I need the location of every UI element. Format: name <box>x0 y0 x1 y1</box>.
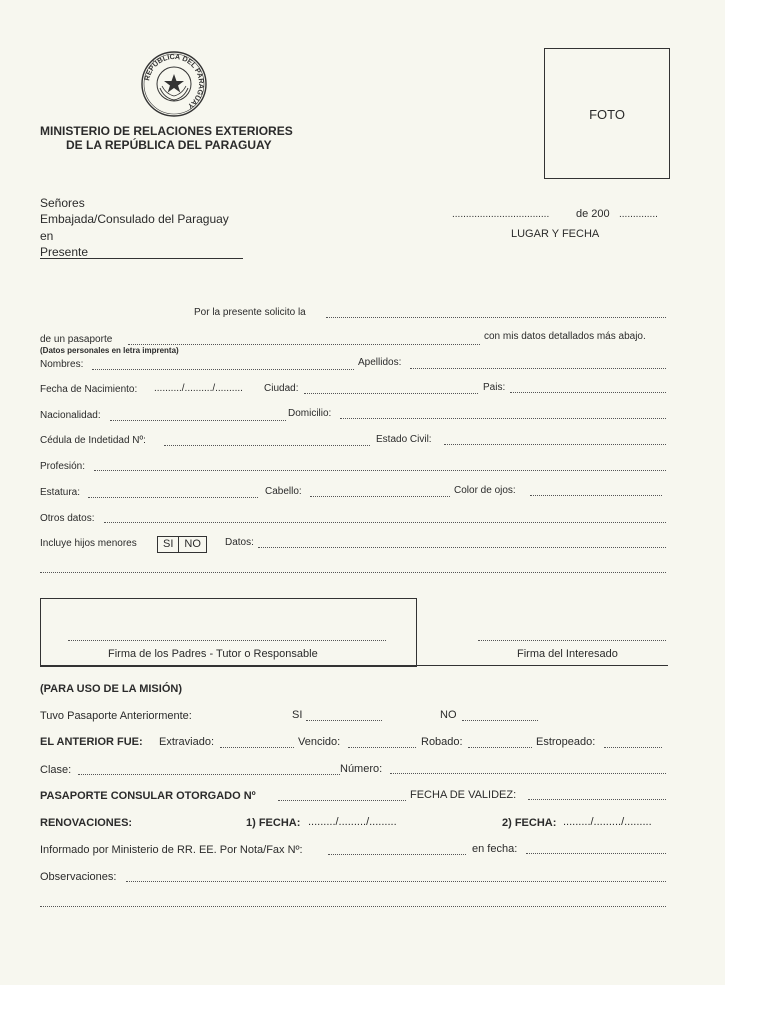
renovacion-fecha-1-label: 1) FECHA: <box>246 817 301 829</box>
otros-datos-field[interactable] <box>104 522 666 523</box>
tuvo-no-label: NO <box>440 709 457 721</box>
estado-civil-field[interactable] <box>444 444 666 445</box>
passport-suffix: con mis datos detallados más abajo. <box>484 331 646 342</box>
passport-type-field[interactable] <box>128 344 480 345</box>
tuvo-no-field[interactable] <box>462 720 538 721</box>
request-type-field[interactable] <box>326 317 666 318</box>
date-year-text: de 200 <box>576 208 610 220</box>
address-line-1: Señores <box>40 196 85 210</box>
ciudad-field[interactable] <box>304 393 478 394</box>
tuvo-si-field[interactable] <box>306 720 382 721</box>
extraviado-label: Extraviado: <box>159 736 215 748</box>
address-line-3: en <box>40 229 54 243</box>
vencido-field[interactable] <box>348 747 416 748</box>
photo-box[interactable] <box>544 48 670 179</box>
interested-signature-line[interactable] <box>478 640 666 641</box>
robado-label: Robado: <box>421 736 463 748</box>
profesion-label: Profesión: <box>40 461 86 472</box>
informado-field[interactable] <box>328 854 466 855</box>
vencido-label: Vencido: <box>298 736 341 748</box>
photo-label: FOTO <box>589 107 625 122</box>
date-dots[interactable]: ................................... <box>452 209 550 220</box>
presente-underline <box>40 258 243 259</box>
apellidos-field[interactable] <box>410 368 666 369</box>
observaciones-field[interactable] <box>126 881 666 882</box>
renovacion-fecha-2-label: 2) FECHA: <box>502 817 557 829</box>
cedula-field[interactable] <box>164 445 370 446</box>
cabello-label: Cabello: <box>265 486 302 497</box>
ciudad-label: Ciudad: <box>264 383 299 394</box>
print-note: (Datos personales en letra imprenta) <box>40 346 179 355</box>
pais-label: Pais: <box>483 382 506 393</box>
clase-field[interactable] <box>78 774 340 775</box>
passport-prefix: de un pasaporte <box>40 334 113 345</box>
otros-datos-label: Otros datos: <box>40 513 95 524</box>
svg-text:REPÚBLICA DEL PARAGUAY: REPÚBLICA DEL PARAGUAY <box>142 51 207 111</box>
clase-label: Clase: <box>40 764 72 776</box>
observaciones-label: Observaciones: <box>40 871 117 883</box>
fecha-validez-field[interactable] <box>528 799 666 800</box>
robado-field[interactable] <box>468 747 532 748</box>
apellidos-label: Apellidos: <box>358 357 402 368</box>
numero-label: Número: <box>340 763 383 775</box>
parents-signature-line[interactable] <box>68 640 386 641</box>
observaciones-extra-field[interactable] <box>40 906 666 907</box>
nombres-field[interactable] <box>92 369 354 370</box>
page-margin <box>0 985 768 1024</box>
nombres-label: Nombres: <box>40 359 84 370</box>
fecha-nacimiento-field[interactable]: ........../........../.......... <box>154 383 243 394</box>
renovacion-fecha-2-field[interactable]: ........./........./......... <box>563 816 652 828</box>
pais-field[interactable] <box>510 392 666 393</box>
estropeado-field[interactable] <box>604 747 662 748</box>
numero-field[interactable] <box>390 773 666 774</box>
interested-signature-label: Firma del Interesado <box>517 648 618 660</box>
estatura-field[interactable] <box>88 497 258 498</box>
cabello-field[interactable] <box>310 496 450 497</box>
estado-civil-label: Estado Civil: <box>376 434 432 445</box>
nacionalidad-field[interactable] <box>110 420 286 421</box>
color-ojos-label: Color de ojos: <box>454 485 516 496</box>
ministry-line-1: MINISTERIO DE RELACIONES EXTERIORES <box>40 124 293 138</box>
parents-signature-label: Firma de los Padres - Tutor o Responsable <box>108 648 318 660</box>
domicilio-field[interactable] <box>340 418 666 419</box>
hijos-yes-no-box[interactable] <box>157 536 207 553</box>
fecha-validez-label: FECHA DE VALIDEZ: <box>410 789 517 801</box>
profesion-field[interactable] <box>94 470 666 471</box>
tuvo-pasaporte-label: Tuvo Pasaporte Anteriormente: <box>40 710 192 722</box>
pasaporte-consular-label: PASAPORTE CONSULAR OTORGADO Nº <box>40 790 256 802</box>
anterior-fue-label: EL ANTERIOR FUE: <box>40 736 143 748</box>
datos-label: Datos: <box>225 537 254 548</box>
hijos-si-option[interactable]: SI <box>163 538 174 550</box>
mission-title: (PARA USO DE LA MISIÓN) <box>40 683 182 695</box>
datos-extra-field[interactable] <box>40 572 666 573</box>
datos-field[interactable] <box>258 547 666 548</box>
cedula-label: Cédula de Indetidad Nº: <box>40 435 146 446</box>
hijos-no-option[interactable]: NO <box>178 537 206 552</box>
estatura-label: Estatura: <box>40 487 81 498</box>
place-date-label: LUGAR Y FECHA <box>511 228 600 240</box>
request-intro: Por la presente solicito la <box>194 307 306 318</box>
paraguay-seal-icon <box>140 50 208 118</box>
color-ojos-field[interactable] <box>530 495 662 496</box>
extraviado-field[interactable] <box>220 747 294 748</box>
date-dots-2[interactable]: .............. <box>619 209 658 220</box>
domicilio-label: Domicilio: <box>288 408 332 419</box>
ministry-line-2: DE LA REPÚBLICA DEL PARAGUAY <box>66 138 272 152</box>
en-fecha-label: en fecha: <box>472 843 518 855</box>
informado-label: Informado por Ministerio de RR. EE. Por Nota/Fax Nº: <box>40 844 303 856</box>
hijos-menores-label: Incluye hijos menores <box>40 538 137 549</box>
en-fecha-field[interactable] <box>526 853 666 854</box>
renovaciones-label: RENOVACIONES: <box>40 817 133 829</box>
tuvo-si-label: SI <box>292 709 303 721</box>
pasaporte-consular-field[interactable] <box>278 800 406 801</box>
address-line-4: Presente <box>40 245 89 259</box>
address-line-2: Embajada/Consulado del Paraguay <box>40 212 229 226</box>
fecha-nacimiento-label: Fecha de Nacimiento: <box>40 384 138 395</box>
renovacion-fecha-1-field[interactable]: ........./........./......... <box>308 816 397 828</box>
estropeado-label: Estropeado: <box>536 736 596 748</box>
signature-baseline <box>40 665 668 666</box>
nacionalidad-label: Nacionalidad: <box>40 410 101 421</box>
